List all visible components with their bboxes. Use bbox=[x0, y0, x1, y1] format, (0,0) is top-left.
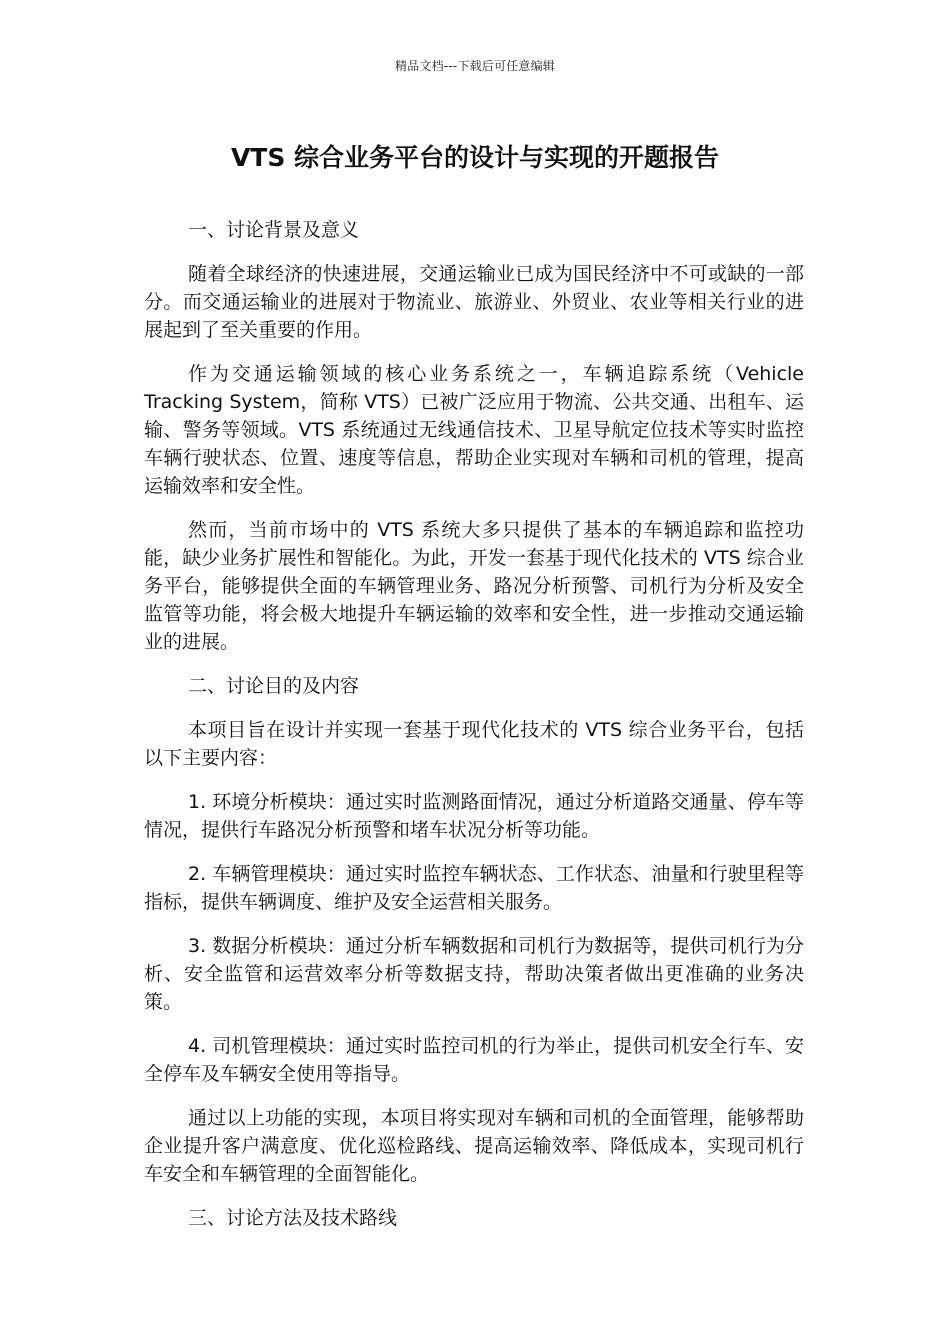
list-item-data-module: 3. 数据分析模块：通过分析车辆数据和司机行为数据等，提供司机行为分析、安全监管和运营效率分析等数据支持，帮助决策者做出更准确的业务决策。 bbox=[144, 935, 804, 1013]
paragraph-purpose-intro: 本项目旨在设计并实现一套基于现代化技术的 VTS 综合业务平台，包括以下主要内容： bbox=[144, 719, 804, 769]
paragraph-background-3: 然而，当前市场中的 VTS 系统大多只提供了基本的车辆追踪和监控功能，缺少业务扩展性和智能化。为此，开发一套基于现代化技术的 VTS 综合业务平台，能够提供全面的车辆管理业务、路况分析预警、司机行为分析及安全监管等功能，将会极大地提升车辆运输的效率和安全性，进一步推动交通运输业的进展。 bbox=[144, 519, 804, 653]
list-item-environment-module: 1. 环境分析模块：通过实时监测路面情况，通过分析道路交通量、停车等情况，提供行车路况分析预警和堵车状况分析等功能。 bbox=[144, 791, 804, 841]
paragraph-purpose-summary: 通过以上功能的实现，本项目将实现对车辆和司机的全面管理，能够帮助企业提升客户满意度、优化巡检路线、提高运输效率、降低成本，实现司机行车安全和车辆管理的全面智能化。 bbox=[144, 1107, 804, 1185]
list-item-driver-module: 4. 司机管理模块：通过实时监控司机的行为举止，提供司机安全行车、安全停车及车辆安全使用等指导。 bbox=[144, 1035, 804, 1085]
section-heading-methods: 三、讨论方法及技术路线 bbox=[188, 1207, 398, 1229]
document-title: VTS 综合业务平台的设计与实现的开题报告 bbox=[230, 143, 720, 172]
section-heading-purpose: 二、讨论目的及内容 bbox=[188, 675, 360, 697]
header-note: 精品文档---下载后可任意编辑 bbox=[395, 59, 555, 73]
paragraph-background-1: 随着全球经济的快速进展，交通运输业已成为国民经济中不可或缺的一部分。而交通运输业的进展对于物流业、旅游业、外贸业、农业等相关行业的进展起到了至关重要的作用。 bbox=[144, 263, 804, 341]
section-heading-background: 一、讨论背景及意义 bbox=[188, 219, 360, 241]
paragraph-background-2: 作为交通运输领域的核心业务系统之一，车辆追踪系统（Vehicle Tracking System，简称 VTS）已被广泛应用于物流、公共交通、出租车、运输、警务等领域。VTS 系统通过无线通信技术、卫星导航定位技术等实时监控车辆行驶状态、位置、速度等信息，帮助企业实现对车辆和司机的管理，提高运输效率和安全性。 bbox=[144, 363, 804, 497]
document-body bbox=[144, 216, 804, 1248]
list-item-vehicle-module: 2. 车辆管理模块：通过实时监控车辆状态、工作状态、油量和行驶里程等指标，提供车辆调度、维护及安全运营相关服务。 bbox=[144, 863, 804, 913]
